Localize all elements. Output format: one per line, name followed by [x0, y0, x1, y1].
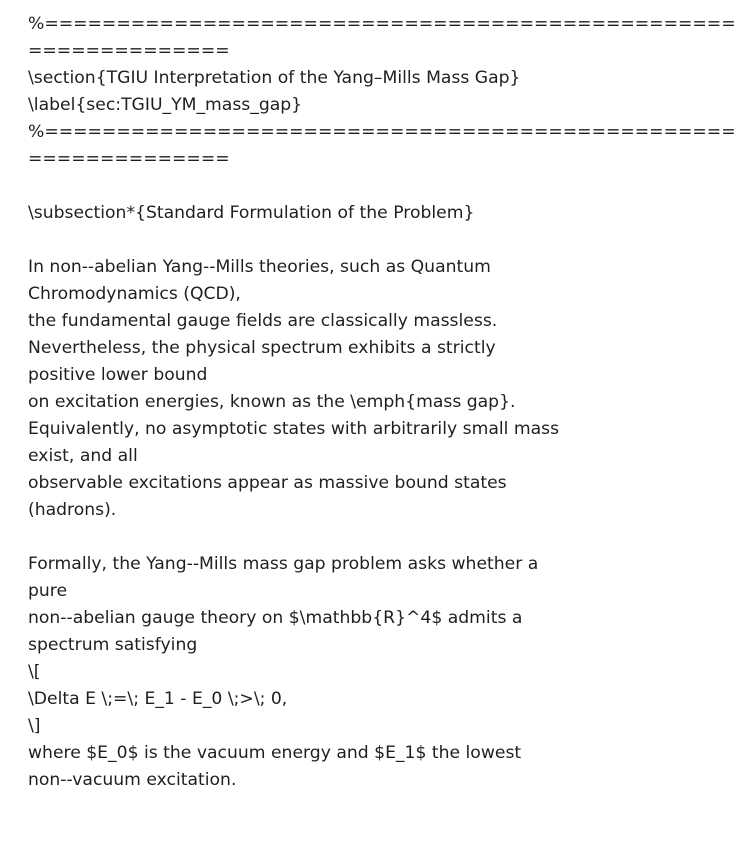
paragraph-line: In non--abelian Yang--Mills theories, such as Quantum: [28, 257, 491, 277]
paragraph-line: where $E_0$ is the vacuum energy and $E_1$ the lowest: [28, 743, 522, 763]
paragraph-line: non--abelian gauge theory on $\mathbb{R}^4$ admits a: [28, 608, 523, 628]
blank-line: [28, 524, 572, 551]
comment-rule-line: %================================================: [28, 122, 736, 142]
paragraph-line: non--vacuum excitation.: [28, 770, 237, 790]
display-math-close: \]: [28, 716, 41, 736]
section-command: \section{TGIU Interpretation of the Yang–Mills Mass Gap}: [28, 68, 521, 88]
paragraph-line: positive lower bound: [28, 365, 208, 385]
blank-line: [28, 173, 572, 200]
paragraph-line: Equivalently, no asymptotic states with arbitrarily small mass: [28, 419, 560, 439]
paragraph-line: the fundamental gauge fields are classically massless.: [28, 311, 498, 331]
paragraph-line: observable excitations appear as massive bound states: [28, 473, 507, 493]
paragraph-line: pure: [28, 581, 68, 601]
comment-rule-line-wrap: ==============: [28, 149, 230, 169]
paragraph-line: (hadrons).: [28, 500, 117, 520]
display-math-open: \[: [28, 662, 41, 682]
comment-rule-line: %================================================: [28, 14, 736, 34]
paragraph-line: Formally, the Yang--Mills mass gap problem asks whether a: [28, 554, 539, 574]
paragraph-line: exist, and all: [28, 446, 138, 466]
subsection-command: \subsection*{Standard Formulation of the Problem}: [28, 203, 475, 223]
paragraph-line: Chromodynamics (QCD),: [28, 284, 241, 304]
paragraph-line: spectrum satisfying: [28, 635, 198, 655]
equation-line: \Delta E \;=\; E_1 - E_0 \;>\; 0,: [28, 689, 288, 709]
label-command: \label{sec:TGIU_YM_mass_gap}: [28, 95, 303, 115]
paragraph-line: on excitation energies, known as the \emph{mass gap}.: [28, 392, 516, 412]
paragraph-line: Nevertheless, the physical spectrum exhibits a strictly: [28, 338, 496, 358]
comment-rule-line-wrap: ==============: [28, 41, 230, 61]
blank-line: [28, 227, 572, 254]
